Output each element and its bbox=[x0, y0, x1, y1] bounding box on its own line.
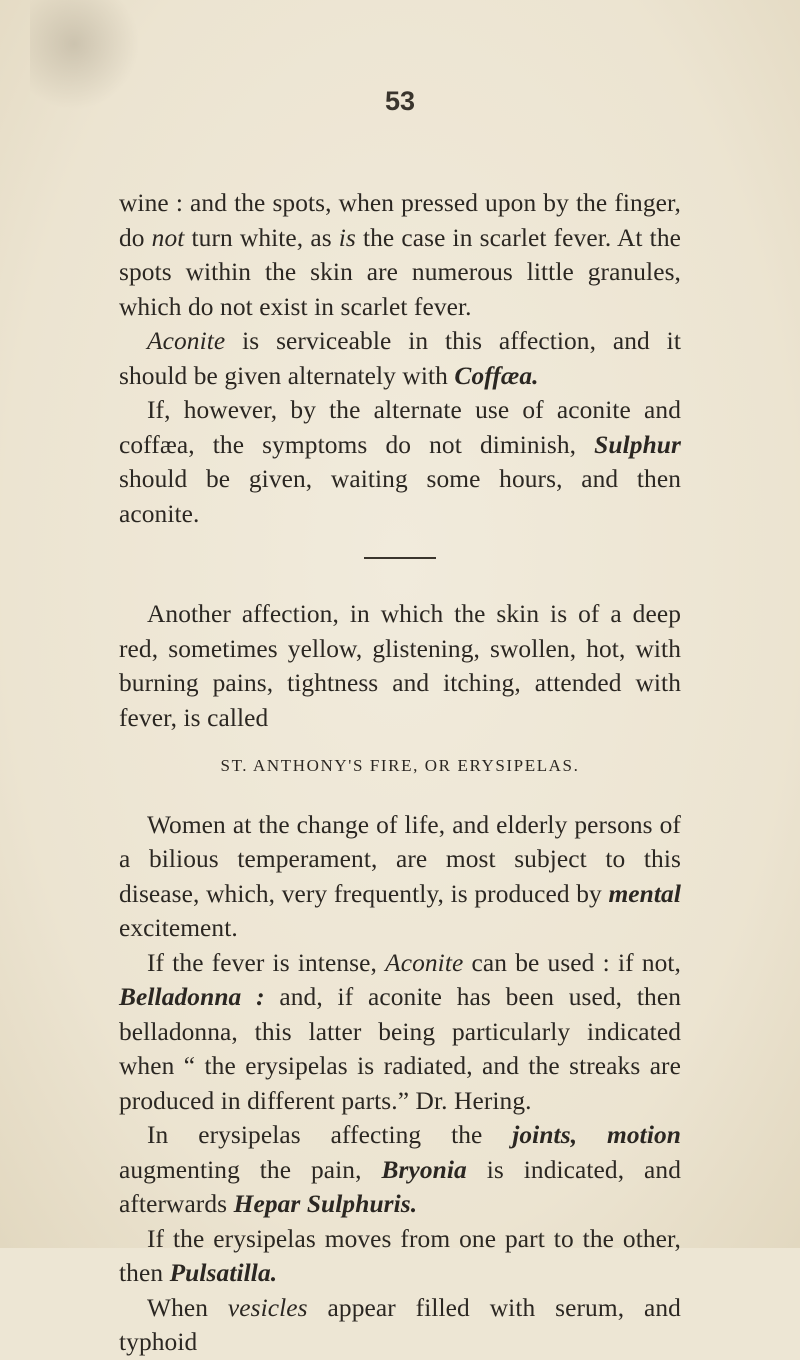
paragraph-sulphur bbox=[119, 393, 681, 531]
remedy-name: Coffæa. bbox=[454, 361, 539, 390]
remedy-name: Sulphur bbox=[594, 430, 681, 459]
paragraph-aconite bbox=[119, 324, 681, 393]
text-run: and, if aconite has been used, then belladonna, this latter being particularly indicated when “ the erysipelas is radiated, and the streaks are produced in different parts.” Dr. Hering. bbox=[119, 983, 681, 1115]
page-body bbox=[119, 186, 681, 1360]
emphasis: joints, bbox=[512, 1121, 578, 1149]
paragraph-moves bbox=[119, 1222, 681, 1291]
text-run: can be used : if not, bbox=[463, 948, 682, 977]
paragraph-joints bbox=[119, 1118, 681, 1222]
remedy-name: Belladonna : bbox=[119, 983, 265, 1011]
text-run: is serviceable in this affection, and it should be given alternately with bbox=[119, 327, 681, 390]
paragraph-scarlet-comparison bbox=[119, 186, 681, 324]
remedy-name: Pulsatilla. bbox=[169, 1259, 278, 1287]
emphasis: mental bbox=[608, 879, 681, 908]
emphasis: not bbox=[151, 223, 185, 252]
remedy-name: Aconite bbox=[385, 948, 464, 977]
section-divider bbox=[364, 557, 436, 559]
remedy-name: Hepar Sulphuris. bbox=[233, 1190, 418, 1218]
text-run: wine : and the spots, when pressed upon by the finger, do bbox=[119, 189, 681, 252]
text-run: appear filled with serum, and typhoid bbox=[119, 1293, 681, 1356]
text-run: the case in scarlet fever. At the spots within the skin are numerous little granules, which do not exist in scarlet fever. bbox=[119, 223, 681, 321]
paragraph-fever-intense bbox=[119, 946, 681, 1119]
text-run: When bbox=[147, 1293, 228, 1322]
text-run: should be given, waiting some hours, and then aconite. bbox=[119, 465, 681, 528]
paragraph-vesicles bbox=[119, 1291, 681, 1360]
emphasis: is bbox=[338, 223, 356, 252]
emphasis: vesicles bbox=[227, 1293, 308, 1322]
text-run: excitement. bbox=[119, 914, 238, 942]
section-heading: ST. ANTHONY'S FIRE, OR ERYSIPELAS. bbox=[220, 756, 580, 775]
text-run: If the fever is intense, bbox=[147, 948, 386, 977]
emphasis: motion bbox=[607, 1121, 681, 1149]
text-run: Women at the change of life, and elderly persons of a bilious temperament, are most subject to this disease, which, very frequently, is produced by bbox=[119, 810, 681, 908]
paragraph-women bbox=[119, 808, 681, 946]
text-run: turn white, as bbox=[184, 223, 339, 252]
text-run: If, however, by the alternate use of aconite and coffæa, the symptoms do not diminish, bbox=[119, 396, 681, 459]
page-number: 53 bbox=[384, 86, 416, 116]
remedy-name: Bryonia bbox=[381, 1155, 467, 1184]
text-run bbox=[577, 1121, 607, 1149]
remedy-name: Aconite bbox=[147, 327, 226, 355]
text-run: In erysipelas affecting the bbox=[147, 1121, 513, 1149]
paragraph-another-affection: Another affection, in which the skin is of a deep red, sometimes yellow, glistening, swollen, hot, with burning pains, tightness and itching, attended with fever, is called bbox=[119, 600, 681, 732]
text-run: is indicated, and afterwards bbox=[119, 1155, 681, 1218]
text-run: If the erysipelas moves from one part to the other, then bbox=[119, 1224, 681, 1287]
text-run: augmenting the pain, bbox=[119, 1155, 382, 1184]
